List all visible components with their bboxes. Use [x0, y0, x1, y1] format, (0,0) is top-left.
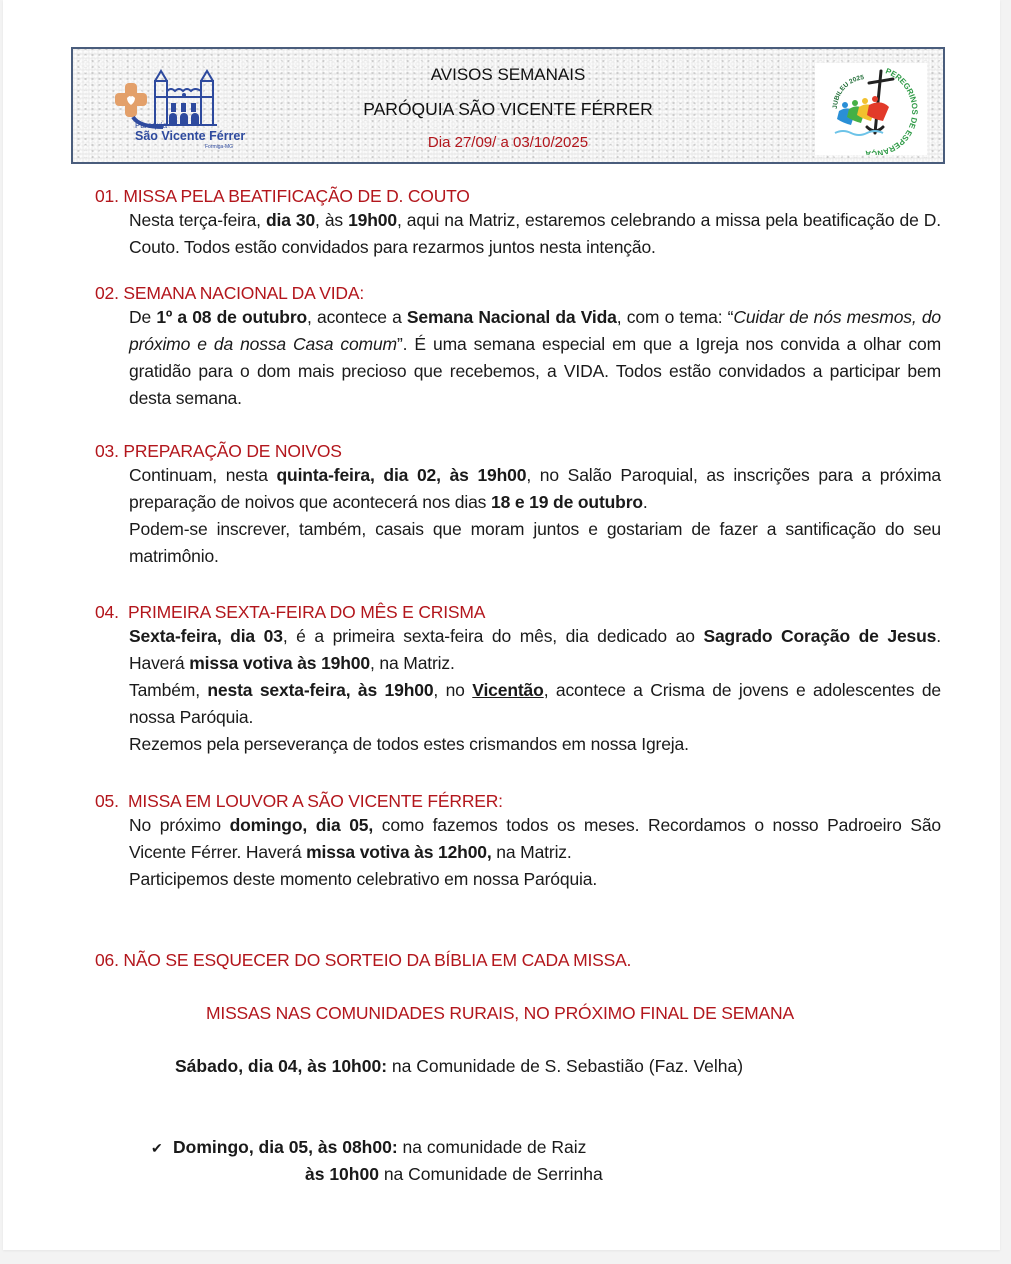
text: , na Matriz.: [369, 653, 455, 673]
notice-heading: 01. MISSA PELA BEATIFICAÇÃO DE D. COUTO: [95, 186, 470, 206]
notice-06: [95, 949, 943, 971]
notice-heading: 06. NÃO SE ESQUECER DO SORTEIO DA BÍBLIA EM CADA MISSA.: [95, 950, 632, 970]
underlined-place: Vicentão: [472, 680, 544, 700]
logo-text-city: Formiga-MG: [205, 144, 234, 150]
notice-04: [95, 601, 943, 758]
notice-body: [129, 812, 941, 893]
text: , acontece a Crisma de jovens e adolescentes de nossa Paróquia.: [129, 680, 941, 727]
logo-text-name: São Vicente Férrer: [135, 129, 246, 143]
rural-masses-title: MISSAS NAS COMUNIDADES RURAIS, NO PRÓXIMO FINAL DE SEMANA: [206, 1003, 794, 1023]
text: Nesta terça-feira,: [129, 210, 266, 230]
parish-name: PARÓQUIA SÃO VICENTE FÉRRER: [363, 99, 653, 119]
notice-paragraph: [129, 462, 941, 516]
italic-theme: Cuidar de nós mesmos, do próximo e da nossa Casa comum: [129, 307, 941, 354]
bold-text: 19h00: [348, 210, 397, 230]
text: na Matriz.: [491, 842, 572, 862]
rural-sunday-second: [305, 1164, 603, 1185]
text: .: [642, 492, 648, 512]
text: Continuam, nesta: [129, 465, 277, 485]
bold-text: Sábado, dia 04, às 10h00:: [175, 1056, 388, 1076]
notice-paragraph: [129, 812, 941, 866]
notice-paragraph: Podem-se inscrever, também, casais que moram juntos e gostariam de fazer a santificação do seu matrimônio.: [129, 519, 941, 566]
notice-05: [95, 790, 943, 893]
bold-text: quinta-feira, dia 02, às 19h00: [276, 465, 527, 485]
text: , às: [315, 210, 349, 230]
bold-text: 18 e 19 de outubro: [490, 492, 643, 512]
bold-text: missa votiva às 12h00,: [306, 842, 492, 862]
bold-text: Semana Nacional da Vida: [406, 307, 617, 327]
bold-text: Sexta-feira, dia 03: [129, 626, 283, 646]
notice-paragraph: Participemos deste momento celebrativo em nossa Paróquia.: [129, 869, 598, 889]
notice-body: [129, 462, 941, 570]
notice-paragraph: [129, 304, 941, 412]
notice-01: [95, 185, 943, 261]
notice-body: [129, 304, 941, 412]
text: . Haverá: [129, 626, 941, 673]
bold-text: nesta sexta-feira, às 19h00: [207, 680, 434, 700]
notice-heading: 02. SEMANA NACIONAL DA VIDA:: [95, 283, 364, 303]
jubilee-arc-text: PEREGRINOS DE ESPERANÇA: [864, 66, 920, 155]
notice-heading: 04. PRIMEIRA SEXTA-FEIRA DO MÊS E CRISMA: [95, 602, 486, 622]
notice-paragraph: Rezemos pela perseverança de todos estes crismandos em nossa Igreja.: [129, 734, 689, 754]
header-box: [71, 47, 945, 164]
document-page: [3, 0, 1000, 1250]
notice-03: [95, 440, 943, 570]
text: como fazemos todos os meses. Recordamos o nosso Padroeiro São Vicente Férrer. Haverá: [129, 815, 942, 862]
text: na comunidade de Raiz: [397, 1137, 587, 1157]
notice-body: [129, 623, 941, 758]
svg-text:JUBILEU 2025: [832, 74, 865, 109]
rural-sunday: [151, 1137, 586, 1158]
bold-text: Domingo, dia 05, às 08h00:: [173, 1137, 398, 1157]
notice-body: [129, 207, 941, 261]
checkmark-icon: ✔: [151, 1140, 163, 1156]
jubilee-logo: [815, 63, 927, 155]
text: na Comunidade de Serrinha: [378, 1164, 603, 1184]
text: Também,: [129, 680, 208, 700]
jubilee-2025-logo-icon: [815, 63, 927, 155]
notice-paragraph: [129, 677, 941, 731]
bold-text: dia 30: [265, 210, 316, 230]
text: , acontece a: [307, 307, 407, 327]
text: De: [129, 307, 157, 327]
bold-text: às 10h00: [305, 1164, 379, 1184]
text: , no: [433, 680, 473, 700]
notice-heading: 03. PREPARAÇÃO DE NOIVOS: [95, 441, 342, 461]
bold-text: 1º a 08 de outubro: [156, 307, 308, 327]
text: na Comunidade de S. Sebastião (Faz. Velha): [387, 1056, 744, 1076]
text: ”. É uma semana especial em que a Igreja nos convida a olhar com gratidão para o dom mais precioso que recebemos, a VIDA. Todos estão convidados a participar bem desta semana.: [129, 334, 942, 408]
bold-text: missa votiva às 19h00: [189, 653, 370, 673]
page-title: AVISOS SEMANAIS: [430, 65, 586, 84]
bold-text: domingo, dia 05,: [229, 815, 374, 835]
text: , no Salão Paroquial, as inscrições para a próxima preparação de noivos que acontecerá nos dias: [129, 465, 941, 512]
text: , é a primeira sexta-feira do mês, dia dedicado ao: [282, 626, 704, 646]
logo-text-paroquia: Paroquia: [135, 121, 168, 130]
text: No próximo: [129, 815, 230, 835]
date-range: Dia 27/09/ a 03/10/2025: [427, 134, 589, 151]
text: , com o tema: “: [616, 307, 734, 327]
notice-heading: 05. MISSA EM LOUVOR A SÃO VICENTE FÉRRER:: [95, 791, 503, 811]
bold-text: Sagrado Coração de Jesus: [703, 626, 937, 646]
rural-saturday: [175, 1056, 743, 1077]
jubilee-top-text: JUBILEU 2025: [831, 74, 865, 110]
text: , aqui na Matriz, estaremos celebrando a missa pela beatificação de D. Couto. Todos estão convidados para rezarmos juntos nesta intenção.: [129, 210, 941, 257]
notice-02: [95, 282, 943, 412]
notice-paragraph: [129, 623, 941, 677]
notice-paragraph: [129, 207, 941, 261]
